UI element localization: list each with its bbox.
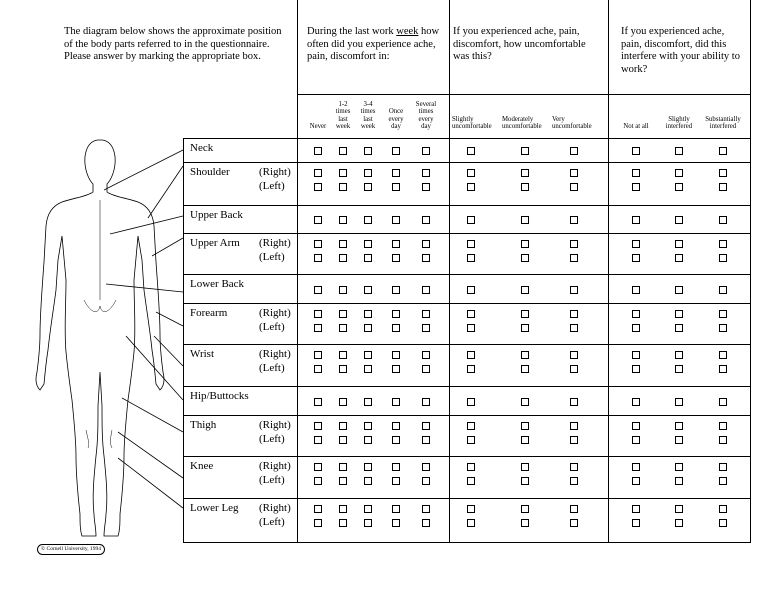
checkbox-wrist-right[interactable]: [675, 351, 683, 359]
checkbox-hip-buttocks[interactable]: [719, 398, 727, 406]
checkbox-upper-back[interactable]: [675, 216, 683, 224]
checkbox-knee-left[interactable]: [570, 477, 578, 485]
checkbox-neck[interactable]: [339, 147, 347, 155]
checkbox-shoulder-right[interactable]: [467, 169, 475, 177]
checkbox-shoulder-right[interactable]: [314, 169, 322, 177]
checkbox-lower-leg-left[interactable]: [632, 519, 640, 527]
checkbox-neck[interactable]: [364, 147, 372, 155]
checkbox-hip-buttocks[interactable]: [314, 398, 322, 406]
discomfort-question-header: If you experienced ache, pain, discomfort, how uncomfortable was this?: [453, 26, 586, 62]
checkbox-shoulder-left[interactable]: [392, 183, 400, 191]
checkbox-hip-buttocks[interactable]: [632, 398, 640, 406]
checkbox-shoulder-left[interactable]: [521, 183, 529, 191]
checkbox-thigh-left[interactable]: [632, 436, 640, 444]
checkbox-forearm-left[interactable]: [314, 324, 322, 332]
checkbox-lower-leg-left[interactable]: [364, 519, 372, 527]
frequency-question-text-end: how often did you experience ache, pain, discomfort in:: [307, 26, 440, 62]
checkbox-shoulder-right[interactable]: [719, 169, 727, 177]
checkbox-upper-arm-right[interactable]: [521, 240, 529, 248]
checkbox-upper-back[interactable]: [467, 216, 475, 224]
checkbox-wrist-left[interactable]: [314, 365, 322, 373]
checkbox-neck[interactable]: [675, 147, 683, 155]
side-label-left: (Left): [259, 362, 285, 374]
checkbox-knee-right[interactable]: [521, 463, 529, 471]
checkbox-lower-back[interactable]: [314, 286, 322, 294]
checkbox-shoulder-left[interactable]: [570, 183, 578, 191]
checkbox-lower-leg-right[interactable]: [364, 505, 372, 513]
side-label-left: (Left): [259, 321, 285, 333]
checkbox-neck[interactable]: [632, 147, 640, 155]
checkbox-upper-back[interactable]: [339, 216, 347, 224]
checkbox-upper-arm-left[interactable]: [364, 254, 372, 262]
checkbox-upper-arm-right[interactable]: [467, 240, 475, 248]
checkbox-shoulder-left[interactable]: [675, 183, 683, 191]
checkbox-knee-right[interactable]: [314, 463, 322, 471]
checkbox-lower-leg-right[interactable]: [675, 505, 683, 513]
checkbox-knee-left[interactable]: [467, 477, 475, 485]
checkbox-upper-arm-left[interactable]: [719, 254, 727, 262]
checkbox-wrist-left[interactable]: [422, 365, 430, 373]
checkbox-forearm-left[interactable]: [570, 324, 578, 332]
body-part-label-neck: Neck: [190, 142, 214, 154]
discomfort-option-label: Very uncomfortable: [552, 115, 592, 131]
frequency-option-label: Several times every day: [415, 100, 437, 131]
checkbox-thigh-right[interactable]: [422, 422, 430, 430]
checkbox-shoulder-right[interactable]: [392, 169, 400, 177]
checkbox-knee-right[interactable]: [675, 463, 683, 471]
checkbox-upper-arm-left[interactable]: [339, 254, 347, 262]
checkbox-wrist-right[interactable]: [339, 351, 347, 359]
interfere-option-label: Substantially interfered: [705, 115, 741, 131]
checkbox-hip-buttocks[interactable]: [467, 398, 475, 406]
checkbox-lower-back[interactable]: [632, 286, 640, 294]
checkbox-shoulder-left[interactable]: [719, 183, 727, 191]
checkbox-forearm-right[interactable]: [339, 310, 347, 318]
checkbox-shoulder-right[interactable]: [339, 169, 347, 177]
checkbox-lower-leg-left[interactable]: [521, 519, 529, 527]
checkbox-shoulder-right[interactable]: [521, 169, 529, 177]
side-label-right: (Right): [259, 419, 291, 431]
checkbox-wrist-left[interactable]: [364, 365, 372, 373]
checkbox-neck[interactable]: [521, 147, 529, 155]
checkbox-upper-arm-left[interactable]: [467, 254, 475, 262]
checkbox-upper-back[interactable]: [521, 216, 529, 224]
checkbox-forearm-left[interactable]: [422, 324, 430, 332]
checkbox-lower-back[interactable]: [422, 286, 430, 294]
side-label-right: (Right): [259, 348, 291, 360]
checkbox-shoulder-right[interactable]: [364, 169, 372, 177]
body-diagram: [0, 0, 300, 560]
checkbox-knee-left[interactable]: [364, 477, 372, 485]
checkbox-forearm-left[interactable]: [392, 324, 400, 332]
checkbox-shoulder-left[interactable]: [339, 183, 347, 191]
checkbox-lower-leg-right[interactable]: [632, 505, 640, 513]
body-outline: [36, 140, 164, 536]
checkbox-upper-back[interactable]: [422, 216, 430, 224]
checkbox-thigh-right[interactable]: [339, 422, 347, 430]
body-part-label-thigh: Thigh: [190, 419, 217, 431]
checkbox-upper-back[interactable]: [314, 216, 322, 224]
checkbox-forearm-right[interactable]: [675, 310, 683, 318]
checkbox-forearm-right[interactable]: [422, 310, 430, 318]
checkbox-lower-back[interactable]: [364, 286, 372, 294]
body-part-label-shoulder: Shoulder: [190, 166, 230, 178]
header-divider: [297, 94, 750, 95]
checkbox-wrist-right[interactable]: [392, 351, 400, 359]
checkbox-hip-buttocks[interactable]: [422, 398, 430, 406]
checkbox-upper-arm-left[interactable]: [675, 254, 683, 262]
checkbox-thigh-right[interactable]: [675, 422, 683, 430]
checkbox-lower-back[interactable]: [467, 286, 475, 294]
checkbox-knee-right[interactable]: [339, 463, 347, 471]
checkbox-thigh-left[interactable]: [314, 436, 322, 444]
checkbox-shoulder-right[interactable]: [422, 169, 430, 177]
interfere-option-label: Slightly interfered: [665, 115, 693, 131]
checkbox-lower-leg-left[interactable]: [570, 519, 578, 527]
checkbox-neck[interactable]: [314, 147, 322, 155]
checkbox-knee-right[interactable]: [392, 463, 400, 471]
checkbox-wrist-left[interactable]: [632, 365, 640, 373]
checkbox-forearm-left[interactable]: [364, 324, 372, 332]
checkbox-thigh-left[interactable]: [719, 436, 727, 444]
interfere-question-header: If you experienced ache, pain, discomfort, did this interfere with your ability to work?: [621, 26, 740, 75]
checkbox-upper-arm-right[interactable]: [314, 240, 322, 248]
checkbox-upper-arm-left[interactable]: [422, 254, 430, 262]
checkbox-thigh-right[interactable]: [570, 422, 578, 430]
discomfort-option-label: Moderately uncomfortable: [502, 115, 542, 131]
checkbox-wrist-right[interactable]: [632, 351, 640, 359]
checkbox-knee-left[interactable]: [314, 477, 322, 485]
checkbox-lower-leg-right[interactable]: [467, 505, 475, 513]
checkbox-lower-leg-left[interactable]: [719, 519, 727, 527]
checkbox-thigh-right[interactable]: [314, 422, 322, 430]
checkbox-forearm-right[interactable]: [521, 310, 529, 318]
frequency-question-emphasis: week: [396, 26, 419, 37]
checkbox-thigh-right[interactable]: [364, 422, 372, 430]
checkbox-wrist-right[interactable]: [719, 351, 727, 359]
checkbox-knee-right[interactable]: [364, 463, 372, 471]
checkbox-knee-left[interactable]: [719, 477, 727, 485]
checkbox-wrist-left[interactable]: [467, 365, 475, 373]
checkbox-lower-leg-right[interactable]: [719, 505, 727, 513]
checkbox-upper-back[interactable]: [392, 216, 400, 224]
checkbox-shoulder-left[interactable]: [422, 183, 430, 191]
checkbox-upper-arm-right[interactable]: [675, 240, 683, 248]
checkbox-upper-back[interactable]: [719, 216, 727, 224]
intro-text: The diagram below shows the approximate position of the body parts referred to in the questionnaire. Please answer by marking the appropriate box.: [64, 26, 282, 62]
checkbox-lower-back[interactable]: [521, 286, 529, 294]
checkbox-forearm-left[interactable]: [339, 324, 347, 332]
body-part-label-forearm: Forearm: [190, 307, 228, 319]
checkbox-lower-leg-left[interactable]: [314, 519, 322, 527]
checkbox-thigh-left[interactable]: [339, 436, 347, 444]
checkbox-knee-left[interactable]: [632, 477, 640, 485]
checkbox-knee-right[interactable]: [719, 463, 727, 471]
frequency-option-label: 3-4 times last week: [360, 100, 376, 131]
checkbox-thigh-right[interactable]: [719, 422, 727, 430]
checkbox-upper-back[interactable]: [364, 216, 372, 224]
checkbox-knee-right[interactable]: [632, 463, 640, 471]
checkbox-upper-arm-left[interactable]: [314, 254, 322, 262]
frequency-question-header: [307, 26, 447, 64]
body-part-label-knee: Knee: [190, 460, 214, 472]
side-label-right: (Right): [259, 502, 291, 514]
checkbox-neck[interactable]: [422, 147, 430, 155]
checkbox-lower-leg-left[interactable]: [422, 519, 430, 527]
checkbox-forearm-left[interactable]: [521, 324, 529, 332]
checkbox-shoulder-right[interactable]: [570, 169, 578, 177]
side-label-right: (Right): [259, 307, 291, 319]
side-label-right: (Right): [259, 237, 291, 249]
frequency-question-text: During the last work: [307, 26, 397, 37]
checkbox-knee-right[interactable]: [467, 463, 475, 471]
checkbox-wrist-right[interactable]: [467, 351, 475, 359]
checkbox-forearm-right[interactable]: [632, 310, 640, 318]
checkbox-neck[interactable]: [719, 147, 727, 155]
checkbox-thigh-right[interactable]: [392, 422, 400, 430]
checkbox-thigh-left[interactable]: [422, 436, 430, 444]
checkbox-wrist-right[interactable]: [521, 351, 529, 359]
side-label-left: (Left): [259, 251, 285, 263]
checkbox-lower-leg-left[interactable]: [467, 519, 475, 527]
body-part-label-upper-back: Upper Back: [190, 209, 243, 221]
checkbox-upper-back[interactable]: [570, 216, 578, 224]
checkbox-wrist-right[interactable]: [364, 351, 372, 359]
checkbox-upper-arm-right[interactable]: [570, 240, 578, 248]
side-label-left: (Left): [259, 180, 285, 192]
checkbox-knee-left[interactable]: [392, 477, 400, 485]
checkbox-thigh-right[interactable]: [632, 422, 640, 430]
frequency-option-label: Once every day: [388, 108, 404, 131]
body-part-leader-lines: [104, 150, 183, 508]
checkbox-thigh-left[interactable]: [675, 436, 683, 444]
checkbox-hip-buttocks[interactable]: [521, 398, 529, 406]
checkbox-knee-left[interactable]: [521, 477, 529, 485]
checkbox-lower-leg-right[interactable]: [392, 505, 400, 513]
checkbox-thigh-right[interactable]: [521, 422, 529, 430]
checkbox-wrist-left[interactable]: [570, 365, 578, 373]
checkbox-lower-back[interactable]: [339, 286, 347, 294]
checkbox-forearm-left[interactable]: [719, 324, 727, 332]
checkbox-hip-buttocks[interactable]: [675, 398, 683, 406]
checkbox-forearm-right[interactable]: [467, 310, 475, 318]
grid-divider-vertical: [608, 0, 609, 542]
checkbox-lower-leg-right[interactable]: [570, 505, 578, 513]
checkbox-lower-leg-right[interactable]: [314, 505, 322, 513]
checkbox-hip-buttocks[interactable]: [392, 398, 400, 406]
checkbox-forearm-left[interactable]: [467, 324, 475, 332]
frequency-option-label: Never: [309, 123, 327, 131]
checkbox-wrist-left[interactable]: [675, 365, 683, 373]
checkbox-wrist-right[interactable]: [314, 351, 322, 359]
checkbox-forearm-right[interactable]: [364, 310, 372, 318]
checkbox-upper-arm-left[interactable]: [392, 254, 400, 262]
checkbox-shoulder-left[interactable]: [632, 183, 640, 191]
checkbox-lower-back[interactable]: [570, 286, 578, 294]
checkbox-shoulder-left[interactable]: [314, 183, 322, 191]
checkbox-wrist-right[interactable]: [422, 351, 430, 359]
checkbox-forearm-left[interactable]: [675, 324, 683, 332]
checkbox-neck[interactable]: [467, 147, 475, 155]
checkbox-wrist-left[interactable]: [339, 365, 347, 373]
checkbox-neck[interactable]: [392, 147, 400, 155]
checkbox-thigh-right[interactable]: [467, 422, 475, 430]
interfere-option-label: Not at all: [623, 123, 649, 131]
checkbox-lower-leg-left[interactable]: [339, 519, 347, 527]
checkbox-shoulder-right[interactable]: [675, 169, 683, 177]
frequency-option-label: 1-2 times last week: [335, 100, 351, 131]
checkbox-thigh-left[interactable]: [467, 436, 475, 444]
checkbox-upper-arm-left[interactable]: [570, 254, 578, 262]
checkbox-upper-arm-right[interactable]: [719, 240, 727, 248]
checkbox-upper-arm-right[interactable]: [632, 240, 640, 248]
checkbox-wrist-right[interactable]: [570, 351, 578, 359]
checkbox-lower-back[interactable]: [719, 286, 727, 294]
body-part-label-lower-back: Lower Back: [190, 278, 245, 290]
grid-divider-vertical: [750, 0, 751, 542]
checkbox-forearm-right[interactable]: [719, 310, 727, 318]
checkbox-thigh-left[interactable]: [570, 436, 578, 444]
body-part-label-wrist: Wrist: [190, 348, 214, 360]
checkbox-lower-leg-left[interactable]: [675, 519, 683, 527]
body-part-label-lower-leg: Lower Leg: [190, 502, 239, 514]
checkbox-forearm-right[interactable]: [392, 310, 400, 318]
checkbox-forearm-right[interactable]: [570, 310, 578, 318]
checkbox-lower-leg-right[interactable]: [422, 505, 430, 513]
body-part-label-upper-arm: Upper Arm: [190, 237, 240, 249]
checkbox-hip-buttocks[interactable]: [364, 398, 372, 406]
checkbox-hip-buttocks[interactable]: [570, 398, 578, 406]
checkbox-upper-arm-left[interactable]: [521, 254, 529, 262]
checkbox-forearm-right[interactable]: [314, 310, 322, 318]
side-label-right: (Right): [259, 166, 291, 178]
grid-divider-vertical: [449, 0, 450, 542]
checkbox-forearm-left[interactable]: [632, 324, 640, 332]
checkbox-shoulder-left[interactable]: [364, 183, 372, 191]
checkbox-wrist-left[interactable]: [521, 365, 529, 373]
checkbox-lower-back[interactable]: [675, 286, 683, 294]
checkbox-lower-leg-right[interactable]: [339, 505, 347, 513]
side-label-left: (Left): [259, 474, 285, 486]
checkbox-knee-left[interactable]: [339, 477, 347, 485]
checkbox-thigh-left[interactable]: [392, 436, 400, 444]
copyright-notice: © Cornell University, 1994: [37, 544, 105, 555]
checkbox-upper-arm-right[interactable]: [392, 240, 400, 248]
checkbox-upper-arm-right[interactable]: [339, 240, 347, 248]
checkbox-neck[interactable]: [570, 147, 578, 155]
checkbox-upper-arm-left[interactable]: [632, 254, 640, 262]
checkbox-upper-back[interactable]: [632, 216, 640, 224]
checkbox-knee-left[interactable]: [675, 477, 683, 485]
checkbox-lower-leg-left[interactable]: [392, 519, 400, 527]
checkbox-wrist-left[interactable]: [719, 365, 727, 373]
checkbox-hip-buttocks[interactable]: [339, 398, 347, 406]
checkbox-shoulder-left[interactable]: [467, 183, 475, 191]
checkbox-upper-arm-right[interactable]: [364, 240, 372, 248]
body-part-label-hip-buttocks: Hip/Buttocks: [190, 390, 249, 402]
checkbox-knee-left[interactable]: [422, 477, 430, 485]
checkbox-lower-leg-right[interactable]: [521, 505, 529, 513]
checkbox-lower-back[interactable]: [392, 286, 400, 294]
side-label-left: (Left): [259, 433, 285, 445]
checkbox-upper-arm-right[interactable]: [422, 240, 430, 248]
discomfort-option-label: Slightly uncomfortable: [452, 115, 492, 131]
checkbox-wrist-left[interactable]: [392, 365, 400, 373]
checkbox-knee-right[interactable]: [570, 463, 578, 471]
checkbox-thigh-left[interactable]: [364, 436, 372, 444]
checkbox-shoulder-right[interactable]: [632, 169, 640, 177]
checkbox-knee-right[interactable]: [422, 463, 430, 471]
side-label-left: (Left): [259, 516, 285, 528]
side-label-right: (Right): [259, 460, 291, 472]
checkbox-thigh-left[interactable]: [521, 436, 529, 444]
